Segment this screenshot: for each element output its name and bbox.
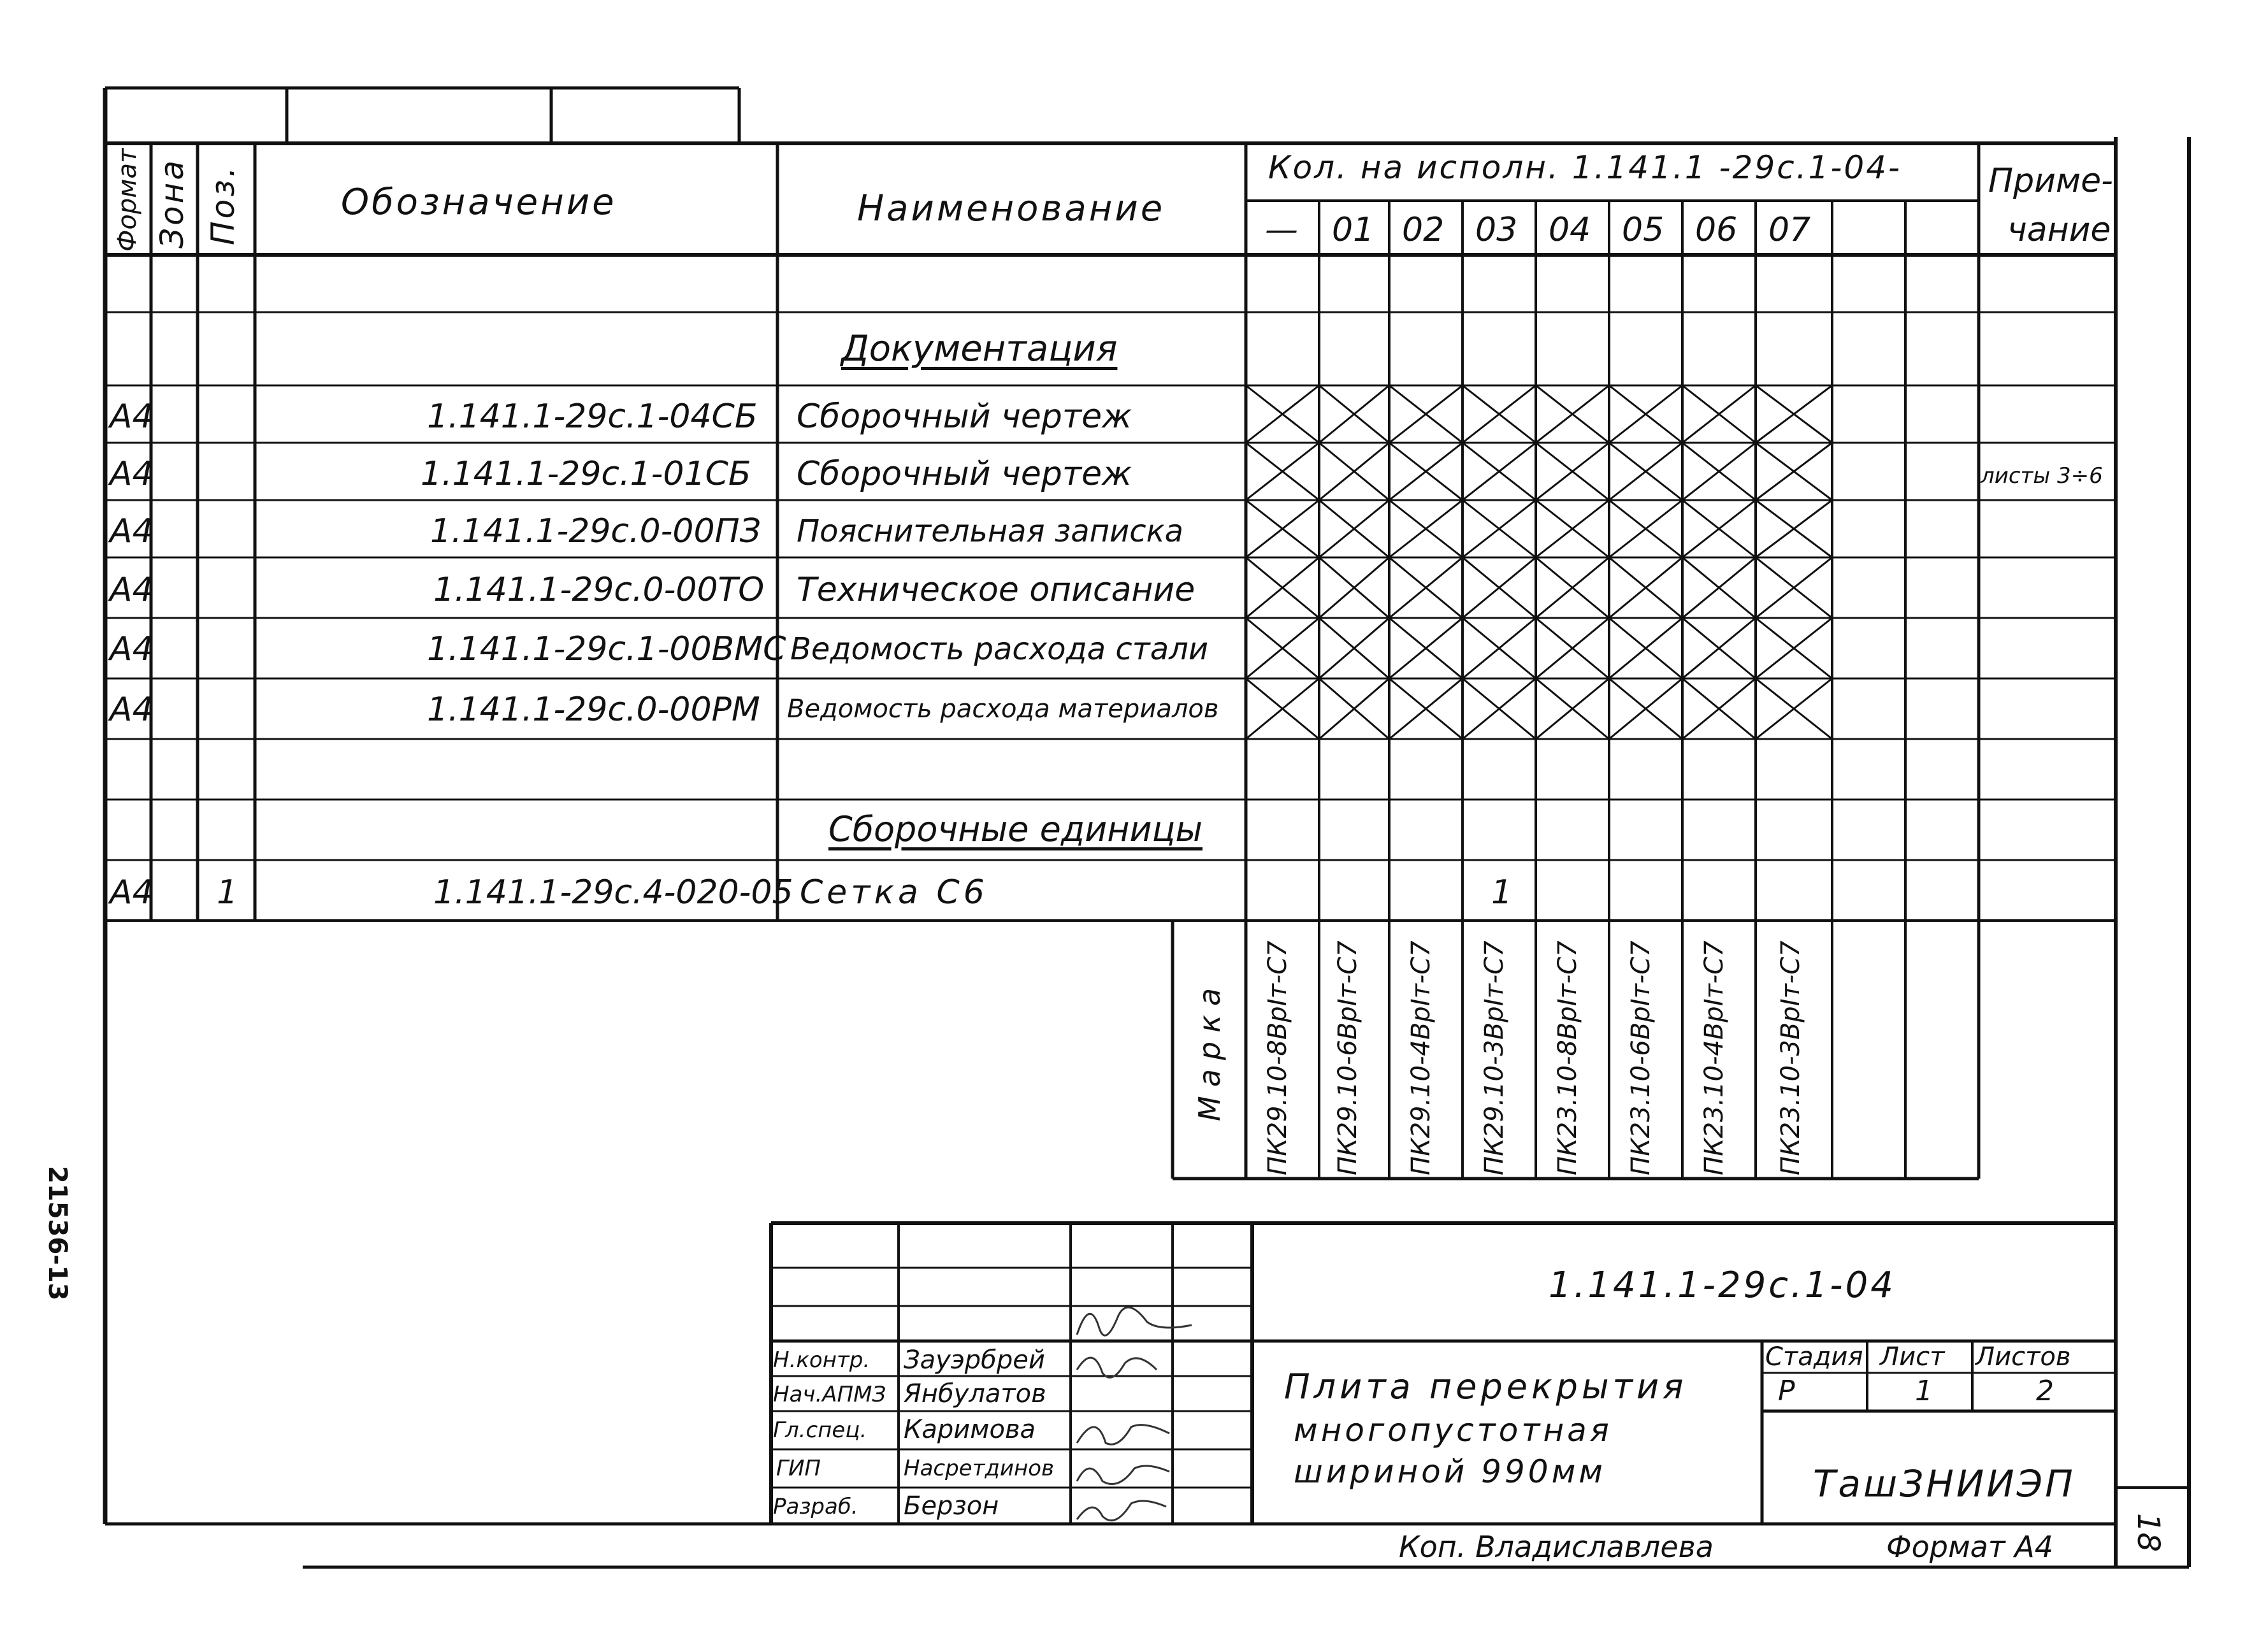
- role-label: Н.контр.: [773, 1347, 870, 1373]
- marka-label: Марка: [1192, 979, 1227, 1121]
- copied-by: Коп. Владиславлева: [1399, 1530, 1714, 1564]
- row-designation: 1.141.1-29с.0-00РМ: [427, 691, 760, 729]
- document-code: 1.141.1-29с.1-04: [1549, 1265, 1896, 1306]
- row-format: А4: [110, 398, 154, 436]
- row-name: Ведомость расхода стали: [790, 631, 1209, 667]
- variant-6: 06: [1695, 211, 1738, 249]
- page-number: 18: [2130, 1513, 2166, 1553]
- title-line-3: шириной 990мм: [1294, 1453, 1607, 1490]
- marka-value-7: ПК23.10-4ВрIт-С7: [1700, 940, 1729, 1175]
- row-designation: 1.141.1-29с.4-020-05: [433, 873, 793, 912]
- role-name: Каримова: [904, 1415, 1036, 1444]
- sheets-label: Листов: [1975, 1342, 2071, 1372]
- row-format: А4: [110, 571, 154, 609]
- title-line-2: многопустотная: [1294, 1412, 1612, 1449]
- stage-label: Стадия: [1765, 1342, 1863, 1372]
- title-line-1: Плита перекрытия: [1284, 1367, 1687, 1407]
- row-format: А4: [110, 691, 154, 729]
- row-format: А4: [110, 512, 154, 550]
- row-name: Пояснительная записка: [797, 513, 1184, 549]
- header-note-line2: чание: [2007, 211, 2111, 249]
- header-pos: Поз.: [205, 164, 242, 245]
- row-designation: 1.141.1-29с.0-00ТО: [433, 571, 765, 609]
- stage-value: Р: [1778, 1375, 1795, 1407]
- role-name: Насретдинов: [904, 1456, 1055, 1481]
- side-number: 21536-13: [43, 1166, 72, 1301]
- row-designation: 1.141.1-29с.1-01СБ: [421, 455, 751, 493]
- row-pos: 1: [217, 873, 238, 912]
- variant-5: 05: [1622, 211, 1665, 249]
- row-name: Ведомость расхода материалов: [787, 694, 1219, 724]
- section-assembly-units: Сборочные единицы: [828, 809, 1203, 849]
- header-zone: Зона: [154, 158, 191, 248]
- role-label: Гл.спец.: [773, 1417, 867, 1443]
- header-name: Наименование: [857, 188, 1166, 229]
- role-name: Берзон: [904, 1491, 999, 1521]
- header-designation: Обозначение: [341, 182, 617, 223]
- row-format: А4: [110, 873, 154, 912]
- row-qty-variant-03: 1: [1491, 873, 1513, 912]
- header-format: Формат: [113, 148, 142, 252]
- marka-value-2: ПК29.10-6ВрIт-С7: [1333, 940, 1362, 1175]
- row-format: А4: [110, 630, 154, 668]
- variant-7: 07: [1768, 211, 1811, 249]
- marka-value-8: ПК23.10-3ВрIт-С7: [1776, 940, 1805, 1175]
- header-note-line1: Приме-: [1988, 162, 2113, 200]
- row-note: листы 3÷6: [1981, 463, 2103, 489]
- variant-0: —: [1265, 211, 1298, 249]
- sheet-label: Лист: [1880, 1342, 1945, 1372]
- role-name: Зауэрбрей: [904, 1345, 1045, 1375]
- variant-3: 03: [1475, 211, 1518, 249]
- role-label: Разраб.: [773, 1494, 858, 1519]
- row-designation: 1.141.1-29с.1-00ВМС: [427, 630, 786, 668]
- row-name: Сборочный чертеж: [797, 398, 1132, 436]
- marka-value-5: ПК23.10-8ВрIт-С7: [1553, 940, 1582, 1175]
- marka-value-1: ПК29.10-8ВрIт-С7: [1263, 940, 1292, 1175]
- header-qty-title: Кол. на исполн. 1.141.1 -29с.1-04-: [1268, 149, 1902, 186]
- row-name: Сборочный чертеж: [797, 455, 1132, 493]
- row-designation: 1.141.1-29с.1-04СБ: [427, 398, 758, 436]
- row-designation: 1.141.1-29с.0-00ПЗ: [430, 512, 761, 550]
- format-label: Формат А4: [1886, 1530, 2053, 1564]
- section-documentation: Документация: [841, 328, 1118, 369]
- marka-value-3: ПК29.10-4ВрIт-С7: [1406, 940, 1436, 1175]
- variant-1: 01: [1332, 211, 1375, 249]
- organization: ТашЗНИИЭП: [1813, 1462, 2076, 1505]
- sheet-value: 1: [1915, 1375, 1933, 1407]
- variant-4: 04: [1549, 211, 1591, 249]
- row-name: Сетка С6: [800, 873, 988, 912]
- role-name: Янбулатов: [904, 1379, 1046, 1409]
- marka-value-4: ПК29.10-3ВрIт-С7: [1480, 940, 1509, 1175]
- role-label: ГИП: [776, 1456, 821, 1481]
- row-name: Техническое описание: [797, 571, 1195, 609]
- sheets-value: 2: [2036, 1375, 2054, 1407]
- marka-value-6: ПК23.10-6ВрIт-С7: [1626, 940, 1656, 1175]
- row-format: А4: [110, 455, 154, 493]
- role-label: Нач.АПМЗ: [773, 1382, 886, 1407]
- variant-2: 02: [1402, 211, 1445, 249]
